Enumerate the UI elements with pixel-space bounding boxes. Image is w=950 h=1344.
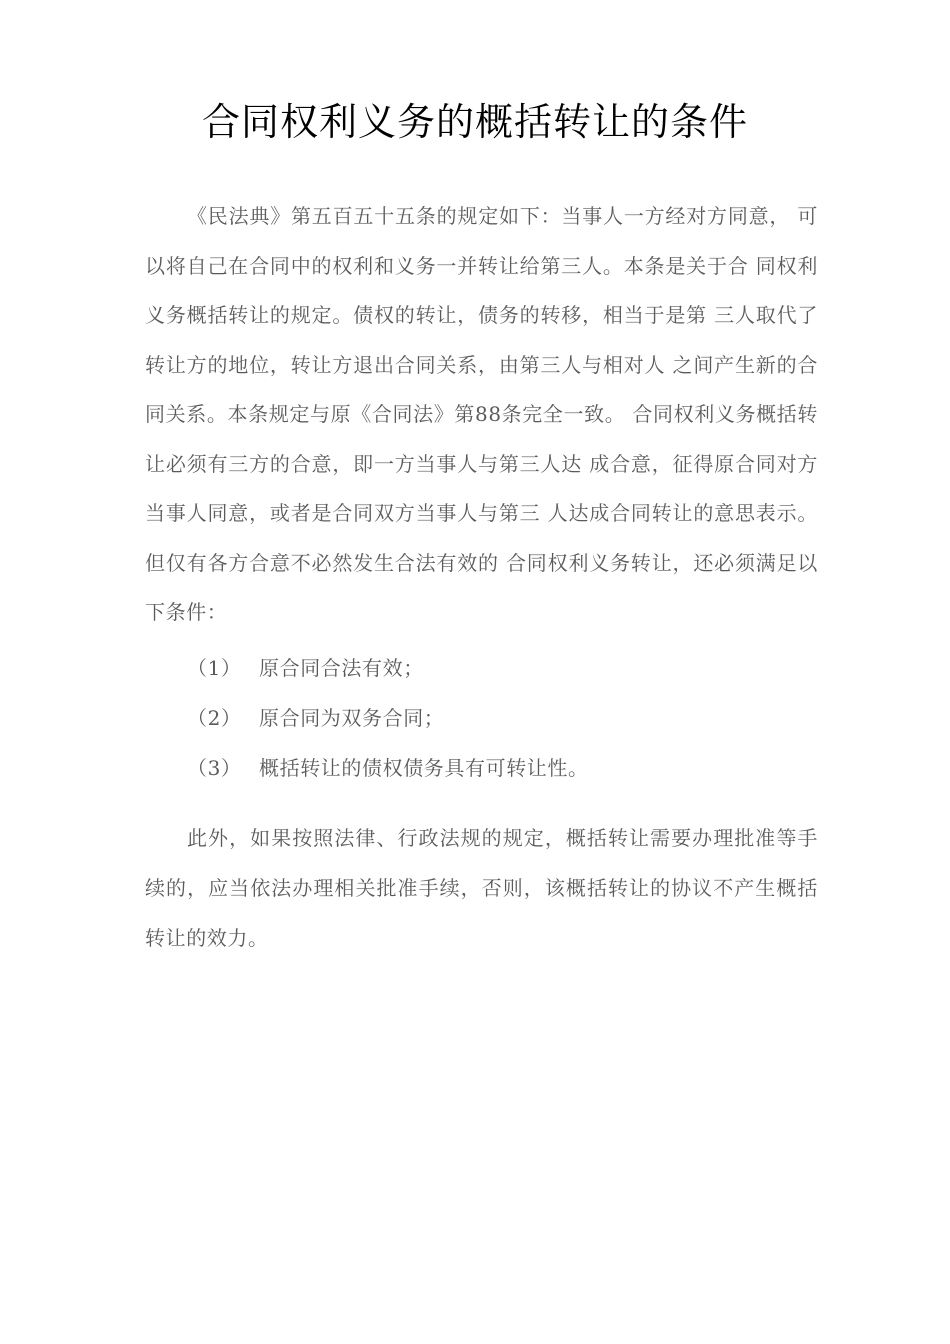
- condition-number: （1）: [187, 656, 242, 680]
- condition-text: 原合同为双务合同；: [259, 706, 445, 730]
- condition-text: 原合同合法有效；: [259, 656, 424, 680]
- body-paragraph-1: 《民法典》第五百五十五条的规定如下：当事人一方经对方同意， 可以将自己在合同中的权利和义务一并转让给第三人。本条是关于合 同权利义务概括转让的规定。债权的转让，债务的转移，相当于是第 三人取代了转让方的地位，转让方退出合同关系，由第三人与相对人 之间产生新的合同关系。本条规定与原《合同法》第88条完全一致。 合同权利义务概括转让必须有三方的合意，即一方当事人与第三人达 成合意，征得原合同对方当事人同意，或者是合同双方当事人与第三 人达成合同转让的意思表示。但仅有各方合意不必然发生合法有效的 合同权利义务转让，还必须满足以下条件：: [145, 204, 818, 624]
- condition-item: [145, 643, 818, 693]
- condition-number: （2）: [187, 706, 242, 730]
- body-paragraph-2: 此外，如果按照法律、行政法规的规定，概括转让需要办理批准等手续的，应当依法办理相关批准手续，否则，该概括转让的协议不产生概括转让的效力。: [145, 826, 818, 950]
- condition-number: （3）: [187, 756, 242, 780]
- conditions-list: [145, 643, 818, 793]
- document-title: 合同权利义务的概括转让的条件: [201, 100, 748, 144]
- condition-item: [145, 743, 818, 793]
- condition-item: [145, 693, 818, 743]
- condition-text: 概括转让的债权债务具有可转让性。: [259, 756, 589, 780]
